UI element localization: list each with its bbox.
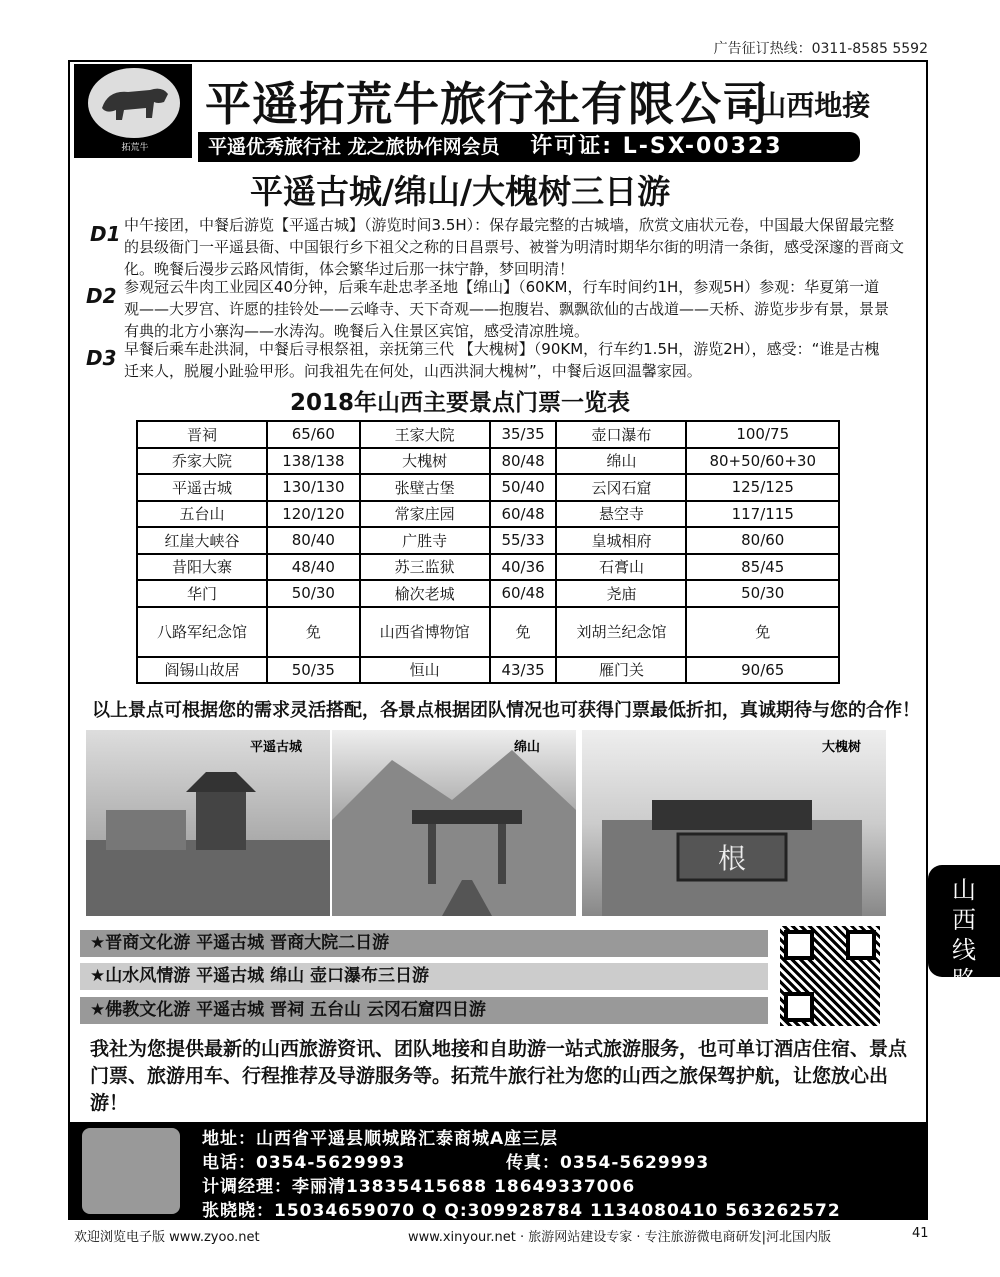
photo-mianshan: [332, 730, 576, 916]
scenic-spot-name: 华门: [137, 580, 267, 607]
ticket-price: 35/35: [490, 421, 557, 448]
ticket-price: 免: [686, 607, 839, 657]
license-number: 许可证: L-SX-00323: [530, 134, 783, 159]
ticket-price: 60/48: [490, 501, 557, 528]
ticket-price: 50/30: [267, 580, 360, 607]
tour-title: 平遥古城/绵山/大槐树三日游: [250, 172, 671, 211]
ticket-price: 43/35: [490, 657, 557, 684]
contact-fax: 传真：0354-5629993: [506, 1153, 710, 1173]
ticket-price: 85/45: [686, 554, 839, 581]
ticket-price: 65/60: [267, 421, 360, 448]
ticket-price: 130/130: [267, 474, 360, 501]
scenic-spot-name: 刘胡兰纪念馆: [556, 607, 686, 657]
ticket-price: 48/40: [267, 554, 360, 581]
route-item: ★山水风情游 平遥古城 绵山 壶口瀑布三日游: [80, 963, 768, 990]
ticket-price: 117/115: [686, 501, 839, 528]
table-row: [137, 580, 839, 607]
table-row: [137, 474, 839, 501]
scenic-spot-name: 榆次老城: [360, 580, 490, 607]
scenic-spot-name: 五台山: [137, 501, 267, 528]
ticket-price: 60/48: [490, 580, 557, 607]
company-suffix: --山西地接: [735, 89, 871, 122]
table-row: [137, 448, 839, 475]
photo-label: 大槐树: [822, 740, 862, 755]
route-item: ★佛教文化游 平遥古城 晋祠 五台山 云冈石窟四日游: [80, 997, 768, 1024]
day-badge: D3: [86, 346, 117, 370]
scenic-spot-name: 壶口瀑布: [556, 421, 686, 448]
ticket-price: 100/75: [686, 421, 839, 448]
ticket-price: 50/30: [686, 580, 839, 607]
company-name: 平遥拓荒牛旅行社有限公司: [205, 77, 769, 131]
scenic-spot-name: 雁门关: [556, 657, 686, 684]
scenic-spot-name: 悬空寺: [556, 501, 686, 528]
table-row: [137, 607, 839, 657]
scenic-spot-name: 尧庙: [556, 580, 686, 607]
ticket-price: 80/48: [490, 448, 557, 475]
scenic-spot-name: 张壁古堡: [360, 474, 490, 501]
bull-logo-icon: [88, 68, 180, 138]
ticket-table: [136, 420, 840, 684]
day-itinerary: 参观冠云牛肉工业园区40分钟，后乘车赴忠孝圣地【绵山】（60KM，行车时间约1H，参观5H）参观：华夏第一道观——大罗宫、许愿的挂铃处——云峰寺、天下奇观——抱腹岩、飘飘欲仙的古战道——天桥、游览步步有景，景景有典的北方小寨沟——水涛沟。晚餐后入住景区宾馆，感受清凉胜境。: [124, 278, 890, 340]
photo-label: 绵山: [514, 740, 541, 755]
photo-label: 平遥古城: [250, 740, 303, 755]
ticket-price: 免: [490, 607, 557, 657]
scenic-spot-name: 昔阳大寨: [137, 554, 267, 581]
table-row: [137, 657, 839, 684]
scenic-spot-name: 平遥古城: [137, 474, 267, 501]
scenic-spot-name: 阎锡山故居: [137, 657, 267, 684]
side-tab-label: 山西线路: [952, 876, 976, 994]
scenic-spot-name: 山西省博物馆: [360, 607, 490, 657]
scenic-spot-name: 常家庄园: [360, 501, 490, 528]
day-badge: D1: [90, 222, 121, 246]
ticket-price: 50/40: [490, 474, 557, 501]
footer-right: www.xinyour.net · 旅游网站建设专家 · 专注旅游微电商研发|河北国内版: [408, 1230, 832, 1245]
scenic-spot-name: 皇城相府: [556, 527, 686, 554]
ticket-price: 80+50/60+30: [686, 448, 839, 475]
service-description: 我社为您提供最新的山西旅游资讯、团队地接和自助游一站式旅游服务，也可单订酒店住宿、景点门票、旅游用车、行程推荐及导游服务等。拓荒牛旅行社为您的山西之旅保驾护航，让您放心出游！: [90, 1038, 908, 1114]
ticket-price: 120/120: [267, 501, 360, 528]
photo-pingyao: [86, 730, 330, 916]
day-itinerary: 早餐后乘车赴洪洞，中餐后寻根祭祖，亲抚第三代 【大槐树】（90KM，行车约1.5H，游览2H），感受：“谁是古槐迁来人，脱履小趾验甲形。问我祖先在何处，山西洪洞大槐树”，中餐后返回温馨家园。: [124, 340, 880, 380]
scenic-spot-name: 红崖大峡谷: [137, 527, 267, 554]
ticket-table-title: 2018年山西主要景点门票一览表: [290, 390, 631, 416]
day-itinerary: 中午接团，中餐后游览【平遥古城】（游览时间3.5H）：保存最完整的古城墙，欣赏文庙状元卷，中国最大保留最完整的县级衙门一平遥县衙、中国银行乡下祖父之称的日昌票号、被誉为明清时期华尔街的明清一条街，感受深邃的晋商文化。晚餐后漫步云路风情街，体会繁华过后那一抹宁静，梦回明清！: [124, 216, 905, 278]
scenic-spot-name: 绵山: [556, 448, 686, 475]
scenic-spot-name: 晋祠: [137, 421, 267, 448]
scenic-spot-name: 乔家大院: [137, 448, 267, 475]
photo-dahuaishu: [582, 730, 886, 916]
table-row: [137, 421, 839, 448]
wechat-qr-icon: [82, 1128, 180, 1214]
ticket-price: 125/125: [686, 474, 839, 501]
ticket-price: 免: [267, 607, 360, 657]
scenic-spot-name: 王家大院: [360, 421, 490, 448]
page-number: 41: [912, 1226, 929, 1241]
ticket-price: 138/138: [267, 448, 360, 475]
credentials-banner: [198, 132, 860, 162]
section-tab: [928, 865, 1000, 994]
contact-zhang: 张晓晓：15034659070 Q Q:309928784 1134080410 563262572: [202, 1201, 841, 1221]
logo-text: 拓荒牛: [121, 143, 149, 153]
footer-left: 欢迎浏览电子版 www.zyoo.net: [74, 1230, 260, 1245]
scenic-spot-name: 云冈石窟: [556, 474, 686, 501]
contact-address: 地址：山西省平遥县顺城路汇泰商城A座三层: [202, 1129, 559, 1149]
contact-manager: 计调经理：李丽清13835415688 18649337006: [202, 1177, 636, 1197]
scenic-spot-name: 恒山: [360, 657, 490, 684]
qr-code-icon: [776, 922, 884, 1030]
scenic-spot-name: 大槐树: [360, 448, 490, 475]
scenic-spot-name: 石膏山: [556, 554, 686, 581]
table-row: [137, 527, 839, 554]
scenic-spot-name: 八路军纪念馆: [137, 607, 267, 657]
route-item: ★晋商文化游 平遥古城 晋商大院二日游: [80, 930, 768, 957]
booking-note: 以上景点可根据您的需求灵活搭配，各景点根据团队情况也可获得门票最低折扣，真诚期待与您的合作！: [92, 700, 920, 721]
ad-hotline: 广告征订热线：0311-8585 5592: [713, 41, 928, 57]
ticket-price: 80/40: [267, 527, 360, 554]
ticket-price: 50/35: [267, 657, 360, 684]
scenic-spot-name: 广胜寺: [360, 527, 490, 554]
banner-main: 平遥优秀旅行社 龙之旅协作网会员: [208, 136, 500, 158]
day-badge: D2: [86, 284, 117, 308]
ticket-price: 40/36: [490, 554, 557, 581]
ticket-price: 80/60: [686, 527, 839, 554]
svg-text:根: 根: [717, 842, 747, 875]
contact-phone: 电话：0354-5629993: [202, 1153, 406, 1173]
table-row: [137, 501, 839, 528]
ticket-price: 55/33: [490, 527, 557, 554]
table-row: [137, 554, 839, 581]
ticket-price: 90/65: [686, 657, 839, 684]
scenic-spot-name: 苏三监狱: [360, 554, 490, 581]
